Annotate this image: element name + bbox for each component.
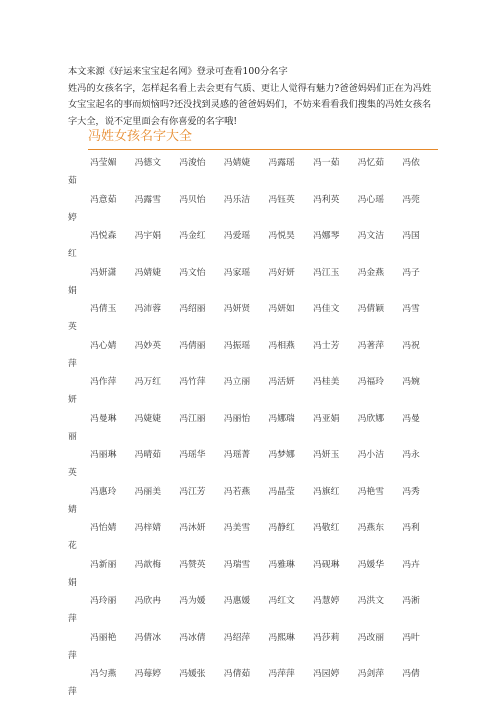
- name-entry: 冯叶 萍: [68, 632, 420, 661]
- name-entry: 冯梦娜: [268, 450, 295, 460]
- name-entry: 冯媛张: [179, 669, 206, 679]
- name-row: [68, 227, 443, 263]
- name-entry: 冯悦昊: [268, 231, 295, 241]
- name-entry: 冯国 红: [68, 231, 420, 259]
- name-entry: 冯园婷: [313, 669, 340, 679]
- name-entry: 冯欣娜: [357, 413, 384, 424]
- name-entry: 冯晴茹: [134, 450, 161, 460]
- name-row: [68, 483, 443, 519]
- name-entry: 冯作萍: [90, 377, 117, 387]
- name-entry: 冯婕婕: [134, 413, 161, 424]
- name-entry: 冯利 花: [68, 523, 420, 551]
- name-entry: 冯媛华: [357, 559, 384, 570]
- name-entry: 冯佳文: [313, 304, 340, 314]
- intro-paragraph: 姓冯的女孩名字，怎样起名看上去会更有气质、更让人觉得有魅力?爸爸妈妈们正在为冯姓女宝宝起名的事而烦恼吗?还没找到灵感的爸爸妈妈们，不妨来看看我们搜集的冯姓女孩名字大全，说不定里面会有你喜爱的名字哦!: [68, 82, 432, 127]
- name-entry: 冯文怡: [179, 267, 206, 278]
- name-entry: 冯家瑶: [223, 267, 251, 278]
- name-row: [68, 629, 443, 665]
- name-entry: 冯妍潇: [90, 267, 117, 278]
- intro-text: [68, 64, 438, 130]
- name-entry: 冯倩茹: [223, 669, 251, 679]
- name-entry: 冯桂美: [313, 377, 340, 387]
- names-list: [68, 154, 443, 702]
- name-entry: 冯婧婕: [134, 267, 161, 278]
- name-entry: 冯相燕: [268, 340, 295, 351]
- name-entry: 冯惠玲: [90, 486, 117, 497]
- name-entry: 冯莎莉: [313, 632, 340, 643]
- name-entry: 冯妙英: [134, 340, 161, 351]
- name-entry: 冯赞英: [179, 559, 206, 570]
- name-entry: 冯为媛: [179, 596, 206, 606]
- name-entry: 冯著萍: [357, 340, 384, 351]
- name-entry: 冯绍丽: [179, 304, 206, 314]
- name-entry: 冯燕东: [357, 523, 384, 533]
- name-entry: 冯立丽: [223, 377, 251, 387]
- name-entry: 冯改丽: [357, 632, 384, 643]
- name-entry: 冯爱瑶: [223, 231, 251, 241]
- name-entry: 冯瑞雪: [223, 559, 251, 570]
- name-entry: 冯万红: [134, 377, 161, 387]
- name-entry: 冯好妍: [268, 267, 295, 278]
- source-line: 本文来源《好运来宝宝起名网》登录可查看100分名字: [68, 66, 288, 77]
- name-row: [68, 519, 443, 555]
- name-row: [68, 300, 443, 336]
- name-row: [68, 665, 443, 701]
- name-entry: 冯旗红: [313, 486, 340, 497]
- name-entry: 冯金红: [179, 231, 206, 241]
- name-entry: 冯秀 婧: [68, 486, 420, 515]
- name-entry: 冯心婧: [90, 340, 117, 351]
- name-entry: 冯歆梅: [134, 559, 161, 570]
- name-entry: 冯江玉: [313, 267, 340, 278]
- name-entry: 冯露瑶: [268, 158, 295, 168]
- name-entry: 冯倩丽: [179, 340, 206, 351]
- name-row: [68, 191, 443, 227]
- name-entry: 冯倩 萍: [68, 669, 420, 697]
- name-entry: 冯振瑶: [223, 340, 251, 351]
- name-entry: 冯卉 娟: [68, 559, 420, 588]
- name-entry: 冯婉 妍: [68, 377, 420, 405]
- name-entry: 冯乐洁: [223, 194, 251, 205]
- name-entry: 冯莞 婷: [68, 194, 420, 223]
- name-entry: 冯依 茹: [68, 158, 420, 186]
- name-row: [68, 264, 443, 300]
- name-entry: 冯钰英: [268, 194, 295, 205]
- name-entry: 冯娜琴: [313, 231, 340, 241]
- name-entry: 冯瑶华: [179, 450, 206, 460]
- name-entry: 冯祝 萍: [68, 340, 420, 369]
- name-entry: 冯永 英: [68, 450, 420, 478]
- name-entry: 冯福玲: [357, 377, 384, 387]
- name-row: [68, 556, 443, 592]
- name-entry: 冯沐妍: [179, 523, 206, 533]
- name-entry: 冯活妍: [268, 377, 295, 387]
- name-row: [68, 337, 443, 373]
- name-entry: 冯江丽: [179, 413, 206, 424]
- name-row: [68, 592, 443, 628]
- name-entry: 冯瑶菁: [223, 450, 251, 460]
- name-entry: 冯丽艳: [90, 632, 117, 643]
- name-entry: 冯惠媛: [223, 596, 251, 606]
- name-entry: 冯慧婷: [313, 596, 340, 606]
- name-entry: 冯玲丽: [90, 596, 117, 606]
- name-entry: 冯亚娟: [313, 413, 340, 424]
- name-entry: 冯浚怡: [179, 158, 206, 168]
- name-entry: 冯绍萍: [223, 632, 251, 643]
- name-entry: 冯红文: [268, 596, 295, 606]
- name-entry: 冯莹媚: [90, 158, 117, 168]
- name-entry: 冯忆茹: [357, 158, 384, 168]
- name-row: [68, 373, 443, 409]
- name-row: [68, 154, 443, 190]
- name-entry: 冯怡婧: [90, 523, 117, 533]
- name-entry: 冯文洁: [357, 231, 384, 241]
- name-entry: 冯婧婕: [223, 158, 251, 168]
- name-entry: 冯熙琳: [268, 632, 295, 643]
- name-entry: 冯士芳: [313, 340, 340, 351]
- name-entry: 冯剑萍: [357, 669, 384, 679]
- name-entry: 冯丽美: [134, 486, 161, 497]
- name-entry: 冯娜瑞: [268, 413, 295, 424]
- name-entry: 冯美雪: [223, 523, 251, 533]
- name-entry: 冯丽琳: [90, 450, 117, 460]
- name-entry: 冯心瑶: [357, 194, 384, 205]
- name-entry: 冯妍玉: [313, 450, 340, 460]
- section-heading: 冯姓女孩名字大全: [88, 125, 438, 150]
- name-entry: 冯贝怡: [179, 194, 206, 205]
- name-entry: 冯静红: [268, 523, 295, 533]
- name-entry: 冯砚琳: [313, 559, 340, 570]
- name-entry: 冯匀燕: [90, 669, 117, 679]
- name-entry: 冯丽怡: [223, 413, 251, 424]
- name-entry: 冯曼 丽: [68, 413, 420, 442]
- name-entry: 冯沛蓉: [134, 304, 161, 314]
- name-entry: 冯敬红: [313, 523, 340, 533]
- name-entry: 冯倩颖: [357, 304, 384, 314]
- name-row: [68, 410, 443, 446]
- name-entry: 冯利英: [313, 194, 340, 205]
- name-row: [68, 446, 443, 482]
- name-entry: 冯洪文: [357, 596, 384, 606]
- name-entry: 冯一茹: [313, 158, 340, 168]
- name-entry: 冯萍萍: [268, 669, 295, 679]
- name-entry: 冯欣冉: [134, 596, 161, 606]
- name-entry: 冯曼琳: [90, 413, 117, 424]
- name-entry: 冯意茹: [90, 194, 117, 205]
- name-entry: 冯子 娟: [68, 267, 420, 296]
- name-entry: 冯若燕: [223, 486, 251, 497]
- name-entry: 冯雪 英: [68, 304, 420, 332]
- name-entry: 冯梓婧: [134, 523, 161, 533]
- name-entry: 冯悦森: [90, 231, 117, 241]
- name-entry: 冯宇娟: [134, 231, 161, 241]
- name-entry: 冯妍如: [268, 304, 295, 314]
- name-entry: 冯小洁: [357, 450, 384, 460]
- name-entry: 冯竹萍: [179, 377, 206, 387]
- name-entry: 冯妍贤: [223, 304, 251, 314]
- name-entry: 冯露雪: [134, 194, 161, 205]
- name-entry: 冯艳雪: [357, 486, 384, 497]
- name-entry: 冯德文: [134, 158, 161, 168]
- name-entry: 冯金燕: [357, 267, 384, 278]
- name-entry: 冯晶莹: [268, 486, 295, 497]
- name-entry: 冯江芳: [179, 486, 206, 497]
- name-entry: 冯淅 萍: [68, 596, 420, 624]
- name-entry: 冯莓婷: [134, 669, 161, 679]
- name-entry: 冯新丽: [90, 559, 117, 570]
- name-entry: 冯冰倩: [179, 632, 206, 643]
- name-entry: 冯倩玉: [90, 304, 117, 314]
- name-entry: 冯倩冰: [134, 632, 161, 643]
- name-entry: 冯雅琳: [268, 559, 295, 570]
